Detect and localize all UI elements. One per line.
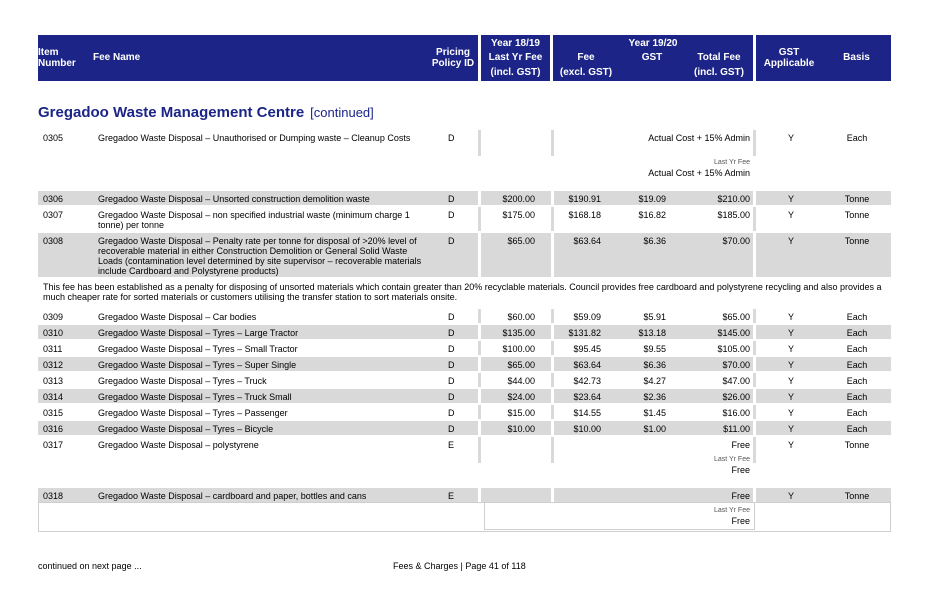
table-row <box>38 325 891 339</box>
total-fee: $185.00 <box>717 210 750 220</box>
gst-applicable: Y <box>787 491 794 501</box>
column-divider <box>478 130 481 156</box>
table-row <box>38 405 891 419</box>
column-divider <box>753 373 756 387</box>
column-divider <box>478 389 481 403</box>
gst-amount: $1.00 <box>643 424 666 434</box>
last-year-fee: $60.00 <box>507 312 535 322</box>
column-divider <box>551 130 554 156</box>
pricing-policy: D <box>448 328 455 338</box>
pricing-policy: E <box>448 491 455 501</box>
fee-name: Gregadoo Waste Disposal – Tyres – Truck <box>98 376 267 386</box>
pricing-policy: D <box>448 344 455 354</box>
table-row <box>38 373 891 387</box>
gst-applicable: Y <box>787 440 794 450</box>
last-year-fee-label: Last Yr Fee <box>713 456 750 463</box>
basis: Tonne <box>844 194 870 204</box>
fee-excl-gst: $95.45 <box>573 344 601 354</box>
total-fee: Actual Cost + 15% Admin <box>648 133 750 143</box>
last-year-fee: $65.00 <box>507 236 535 246</box>
header-pricing-policy: Pricing Policy ID <box>431 47 475 69</box>
fee-excl-gst: $63.64 <box>573 236 601 246</box>
table-row <box>38 207 891 231</box>
gst-amount: $1.45 <box>643 408 666 418</box>
gst-amount: $19.09 <box>638 194 666 204</box>
table-row <box>38 357 891 371</box>
column-divider <box>551 325 554 339</box>
pricing-policy: D <box>448 236 455 246</box>
fee-name: Gregadoo Waste Disposal – Car bodies <box>98 312 257 322</box>
item-number: 0308 <box>43 236 64 246</box>
basis: Each <box>846 392 868 402</box>
column-divider <box>753 309 756 323</box>
gst-amount: $2.36 <box>643 392 666 402</box>
basis: Tonne <box>844 210 870 220</box>
table-row <box>38 233 891 277</box>
fee-name: Gregadoo Waste Disposal – non specified industrial waste (minimum charge 1 tonne) per tonne <box>98 210 410 230</box>
gst-amount: $16.82 <box>638 210 666 220</box>
table-row <box>38 389 891 403</box>
basis: Each <box>846 133 868 143</box>
item-number: 0316 <box>43 424 64 434</box>
total-fee: Free <box>731 491 750 501</box>
column-divider <box>478 233 481 277</box>
column-divider <box>551 207 554 231</box>
column-divider <box>551 233 554 277</box>
fee-excl-gst: $23.64 <box>573 392 601 402</box>
fee-name: Gregadoo Waste Disposal – Tyres – Small Tractor <box>98 344 298 354</box>
column-divider <box>753 341 756 355</box>
basis: Each <box>846 328 868 338</box>
fee-excl-gst: $10.00 <box>573 424 601 434</box>
header-year-curr: Year 19/20 Fee (excl. GST) GST Total Fee (incl. GST) <box>553 35 753 81</box>
table-row <box>38 130 891 188</box>
column-divider <box>551 488 554 502</box>
column-divider <box>753 357 756 371</box>
total-fee: $65.00 <box>722 312 750 322</box>
item-number: 0305 <box>43 133 64 143</box>
last-year-fee-value: Actual Cost + 15% Admin <box>648 168 750 178</box>
basis: Each <box>846 312 868 322</box>
total-fee: $105.00 <box>717 344 750 354</box>
column-divider <box>551 309 554 323</box>
fee-name: Gregadoo Waste Disposal – Tyres – Large Tractor <box>98 328 299 338</box>
column-divider <box>753 233 756 277</box>
gst-amount: $5.91 <box>643 312 666 322</box>
fee-excl-gst: $63.64 <box>573 360 601 370</box>
gst-applicable: Y <box>787 424 794 434</box>
item-number: 0309 <box>43 312 64 322</box>
total-fee: $70.00 <box>722 236 750 246</box>
column-divider <box>478 341 481 355</box>
fee-name: Gregadoo Waste Disposal – cardboard and paper, bottles and cans <box>98 491 367 501</box>
gst-applicable: Y <box>787 376 794 386</box>
gst-applicable: Y <box>787 194 794 204</box>
pricing-policy: D <box>448 408 455 418</box>
last-year-fee: $200.00 <box>502 194 535 204</box>
total-fee: $70.00 <box>722 360 750 370</box>
basis: Each <box>846 360 868 370</box>
last-year-fee: $44.00 <box>507 376 535 386</box>
column-divider <box>551 191 554 205</box>
column-divider <box>551 389 554 403</box>
section-continued: [continued] <box>310 105 374 120</box>
basis: Each <box>846 408 868 418</box>
pricing-policy: D <box>448 133 455 143</box>
last-year-fee: $65.00 <box>507 360 535 370</box>
column-divider <box>753 437 756 463</box>
column-divider <box>478 191 481 205</box>
column-divider <box>551 421 554 435</box>
column-divider <box>551 357 554 371</box>
table-row <box>38 421 891 435</box>
table-row <box>38 488 891 526</box>
fee-name: Gregadoo Waste Disposal – Penalty rate per tonne for disposal of >20% level of recoverable material in either Construction Demolition or General Solid Waste Loads (contamination level determined by site supervisor – recoverable materials include Cardboard and Polystyrene products) <box>98 236 422 276</box>
last-year-fee-box <box>38 502 891 532</box>
page-footer: Fees & Charges | Page 41 of 118 <box>393 561 526 571</box>
header-item-number: Item Number <box>38 47 76 69</box>
basis: Tonne <box>844 236 870 246</box>
column-divider <box>753 207 756 231</box>
fee-name: Gregadoo Waste Disposal – Tyres – Passenger <box>98 408 288 418</box>
basis: Tonne <box>844 440 870 450</box>
last-year-fee: $10.00 <box>507 424 535 434</box>
total-fee: $16.00 <box>722 408 750 418</box>
item-number: 0312 <box>43 360 64 370</box>
basis: Each <box>846 376 868 386</box>
fee-name: Gregadoo Waste Disposal – Unauthorised or Dumping waste – Cleanup Costs <box>98 133 411 143</box>
continued-note: continued on next page ... <box>38 561 142 571</box>
gst-applicable: Y <box>787 236 794 246</box>
pricing-policy: E <box>448 440 455 450</box>
total-fee: $47.00 <box>722 376 750 386</box>
last-year-fee: $135.00 <box>502 328 535 338</box>
column-divider <box>478 488 481 502</box>
column-divider <box>551 437 554 463</box>
header-fee-name: Fee Name <box>93 52 141 63</box>
column-divider <box>478 207 481 231</box>
last-year-fee-label: Last Yr Fee <box>713 159 750 166</box>
gst-amount: $9.55 <box>643 344 666 354</box>
gst-amount: $4.27 <box>643 376 666 386</box>
fee-excl-gst: $168.18 <box>568 210 601 220</box>
pricing-policy: D <box>448 210 455 220</box>
column-divider <box>551 341 554 355</box>
column-divider <box>753 325 756 339</box>
header-gst-basis: GST Applicable Basis <box>756 35 891 81</box>
table-row <box>38 341 891 355</box>
column-divider <box>478 421 481 435</box>
total-fee: $26.00 <box>722 392 750 402</box>
item-number: 0317 <box>43 440 64 450</box>
fee-name: Gregadoo Waste Disposal – Tyres – Truck Small <box>98 392 292 402</box>
table-row <box>38 191 891 205</box>
gst-applicable: Y <box>787 312 794 322</box>
item-number: 0306 <box>43 194 64 204</box>
fee-excl-gst: $42.73 <box>573 376 601 386</box>
fee-excl-gst: $14.55 <box>573 408 601 418</box>
pricing-policy: D <box>448 392 455 402</box>
item-number: 0314 <box>43 392 64 402</box>
fee-excl-gst: $131.82 <box>568 328 601 338</box>
column-divider <box>753 191 756 205</box>
gst-applicable: Y <box>787 344 794 354</box>
column-divider <box>753 405 756 419</box>
fee-name: Gregadoo Waste Disposal – Tyres – Super Single <box>98 360 297 370</box>
fee-name: Gregadoo Waste Disposal – polystyrene <box>98 440 259 450</box>
column-divider <box>551 373 554 387</box>
pricing-policy: D <box>448 312 455 322</box>
gst-applicable: Y <box>787 210 794 220</box>
column-divider <box>753 488 756 502</box>
item-number: 0318 <box>43 491 64 501</box>
table-header <box>38 35 478 81</box>
column-divider <box>478 357 481 371</box>
column-divider <box>753 421 756 435</box>
last-year-fee-label: Last Yr Fee <box>713 507 750 514</box>
last-year-fee: $100.00 <box>502 344 535 354</box>
column-divider <box>551 405 554 419</box>
gst-applicable: Y <box>787 133 794 143</box>
item-number: 0307 <box>43 210 64 220</box>
fee-name: Gregadoo Waste Disposal – Unsorted construction demolition waste <box>98 194 370 204</box>
total-fee: $145.00 <box>717 328 750 338</box>
column-divider <box>478 373 481 387</box>
column-divider <box>478 437 481 463</box>
last-year-fee: $15.00 <box>507 408 535 418</box>
column-divider <box>478 325 481 339</box>
pricing-policy: D <box>448 360 455 370</box>
basis: Tonne <box>844 491 870 501</box>
total-fee: Free <box>731 440 750 450</box>
gst-applicable: Y <box>787 360 794 370</box>
fee-note: This fee has been established as a penalty for disposing of unsorted materials which contain greater than 20% recyclable materials. Council provides free cardboard and polystyrene recycling and also provides a much cheaper rate for sorted materials or customers utilising the transfer station to sort materials onsite. <box>43 282 882 302</box>
gst-amount: $6.36 <box>643 360 666 370</box>
gst-applicable: Y <box>787 392 794 402</box>
fee-excl-gst: $59.09 <box>573 312 601 322</box>
pricing-policy: D <box>448 194 455 204</box>
total-fee: $210.00 <box>717 194 750 204</box>
header-year-prev: Year 18/19 Last Yr Fee (incl. GST) <box>481 35 550 81</box>
table-row <box>38 309 891 323</box>
last-year-fee-value: Free <box>731 465 750 475</box>
fee-excl-gst: $190.91 <box>568 194 601 204</box>
section-title: Gregadoo Waste Management Centre [continued] <box>38 104 374 121</box>
basis: Each <box>846 344 868 354</box>
gst-amount: $6.36 <box>643 236 666 246</box>
item-number: 0310 <box>43 328 64 338</box>
item-number: 0313 <box>43 376 64 386</box>
fee-name: Gregadoo Waste Disposal – Tyres – Bicycle <box>98 424 274 434</box>
gst-applicable: Y <box>787 328 794 338</box>
table-row <box>38 437 891 485</box>
last-year-fee: $175.00 <box>502 210 535 220</box>
column-divider <box>478 309 481 323</box>
total-fee: $11.00 <box>723 424 750 434</box>
column-divider <box>753 389 756 403</box>
column-divider <box>753 130 756 156</box>
item-number: 0311 <box>43 344 63 354</box>
pricing-policy: D <box>448 376 455 386</box>
column-divider <box>478 405 481 419</box>
item-number: 0315 <box>43 408 64 418</box>
basis: Each <box>846 424 868 434</box>
gst-applicable: Y <box>787 408 794 418</box>
gst-amount: $13.18 <box>638 328 666 338</box>
pricing-policy: D <box>448 424 455 434</box>
last-year-fee-value: Free <box>731 516 750 526</box>
last-year-fee: $24.00 <box>507 392 535 402</box>
